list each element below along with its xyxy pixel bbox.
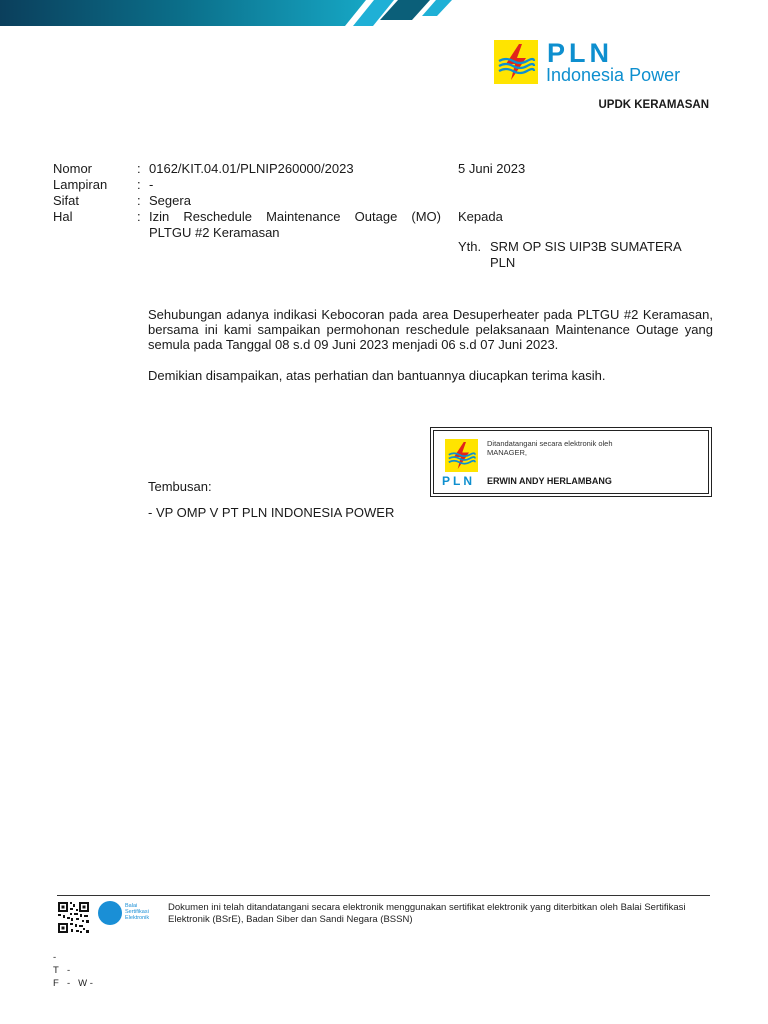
meta-separator: : bbox=[137, 177, 141, 192]
qr-code-icon bbox=[57, 901, 90, 934]
meta-label: Nomor bbox=[53, 161, 93, 176]
contact-address: - bbox=[53, 952, 57, 963]
signature-logo-text: PLN bbox=[442, 474, 475, 488]
meta-value: 0162/KIT.04.01/PLNIP260000/2023 bbox=[149, 161, 354, 176]
logo-brand: PLN bbox=[547, 38, 613, 68]
meta-value: - bbox=[149, 177, 154, 192]
footer-divider bbox=[57, 895, 710, 896]
bsre-circle bbox=[98, 901, 122, 925]
letter-body bbox=[148, 307, 713, 383]
contact-value: - bbox=[67, 965, 71, 976]
logo-brand-sub: Indonesia Power bbox=[546, 65, 681, 85]
contact-line bbox=[53, 951, 93, 964]
recipient bbox=[458, 239, 708, 271]
top-band bbox=[0, 0, 768, 26]
meta-lampiran bbox=[53, 177, 441, 193]
bsre-badge-icon bbox=[98, 901, 160, 927]
signature-inner bbox=[433, 430, 709, 494]
footer-text: Dokumen ini telah ditandatangani secara elektronik menggunakan sertifikat elektronik yang diterbitkan oleh Balai Sertifikasi Elektronik (BSrE), Badan Siber dan Sandi Negara (BSSN) bbox=[168, 902, 686, 925]
meta-value: Segera bbox=[149, 193, 191, 208]
signature-note: Ditandatangani secara elektronik oleh bbox=[487, 439, 613, 448]
unit-name: UPDK KERAMASAN bbox=[598, 99, 709, 111]
meta-separator: : bbox=[137, 161, 141, 176]
meta-value: Izin Reschedule Maintenance Outage (MO) PLTGU #2 Keramasan bbox=[149, 209, 441, 240]
meta-separator: : bbox=[137, 209, 141, 224]
letter-date: 5 Juni 2023 bbox=[458, 161, 526, 176]
meta-label: Sifat bbox=[53, 193, 80, 208]
meta-sifat bbox=[53, 193, 441, 209]
contact-line bbox=[53, 977, 93, 990]
cc-item: - VP OMP V PT PLN INDONESIA POWER bbox=[148, 505, 395, 520]
contact-value: - W - bbox=[67, 978, 93, 989]
meta-nomor bbox=[53, 161, 441, 177]
meta-hal bbox=[53, 209, 441, 241]
meta-label: Lampiran bbox=[53, 177, 108, 192]
meta-label: Hal bbox=[53, 209, 73, 224]
contact-label: T bbox=[53, 965, 59, 976]
body-paragraph: Sehubungan adanya indikasi Kebocoran pada area Desuperheater pada PLTGU #2 Keramasan, bersama ini kami sampaikan permohonan reschedule pelaksanaan Maintenance Outage yang semula pada Tanggal 08 s.d 09 Juni 2023 menjadi 06 s.d 07 Juni 2023. bbox=[148, 307, 713, 352]
recipient-heading: Kepada bbox=[458, 209, 503, 224]
signature-box bbox=[430, 427, 712, 497]
letter-meta bbox=[53, 161, 441, 241]
contact-line bbox=[53, 964, 93, 977]
pln-logo-icon bbox=[445, 439, 478, 472]
recipient-prefix: Yth. bbox=[458, 239, 482, 254]
letterhead-logo bbox=[494, 38, 718, 88]
contact-info bbox=[53, 951, 93, 990]
pln-logo-icon bbox=[494, 40, 538, 84]
signature-role: MANAGER, bbox=[487, 448, 528, 457]
bsre-badge-text: Balai Sertifikasi Elektronik bbox=[125, 903, 150, 921]
meta-separator: : bbox=[137, 193, 141, 208]
recipient-name: SRM OP SIS UIP3B SUMATERA PLN bbox=[490, 239, 681, 270]
signer-name: ERWIN ANDY HERLAMBANG bbox=[487, 476, 612, 486]
body-paragraph: Demikian disampaikan, atas perhatian dan bantuannya diucapkan terima kasih. bbox=[148, 368, 606, 383]
contact-label: F bbox=[53, 978, 59, 989]
cc-label: Tembusan: bbox=[148, 479, 212, 494]
